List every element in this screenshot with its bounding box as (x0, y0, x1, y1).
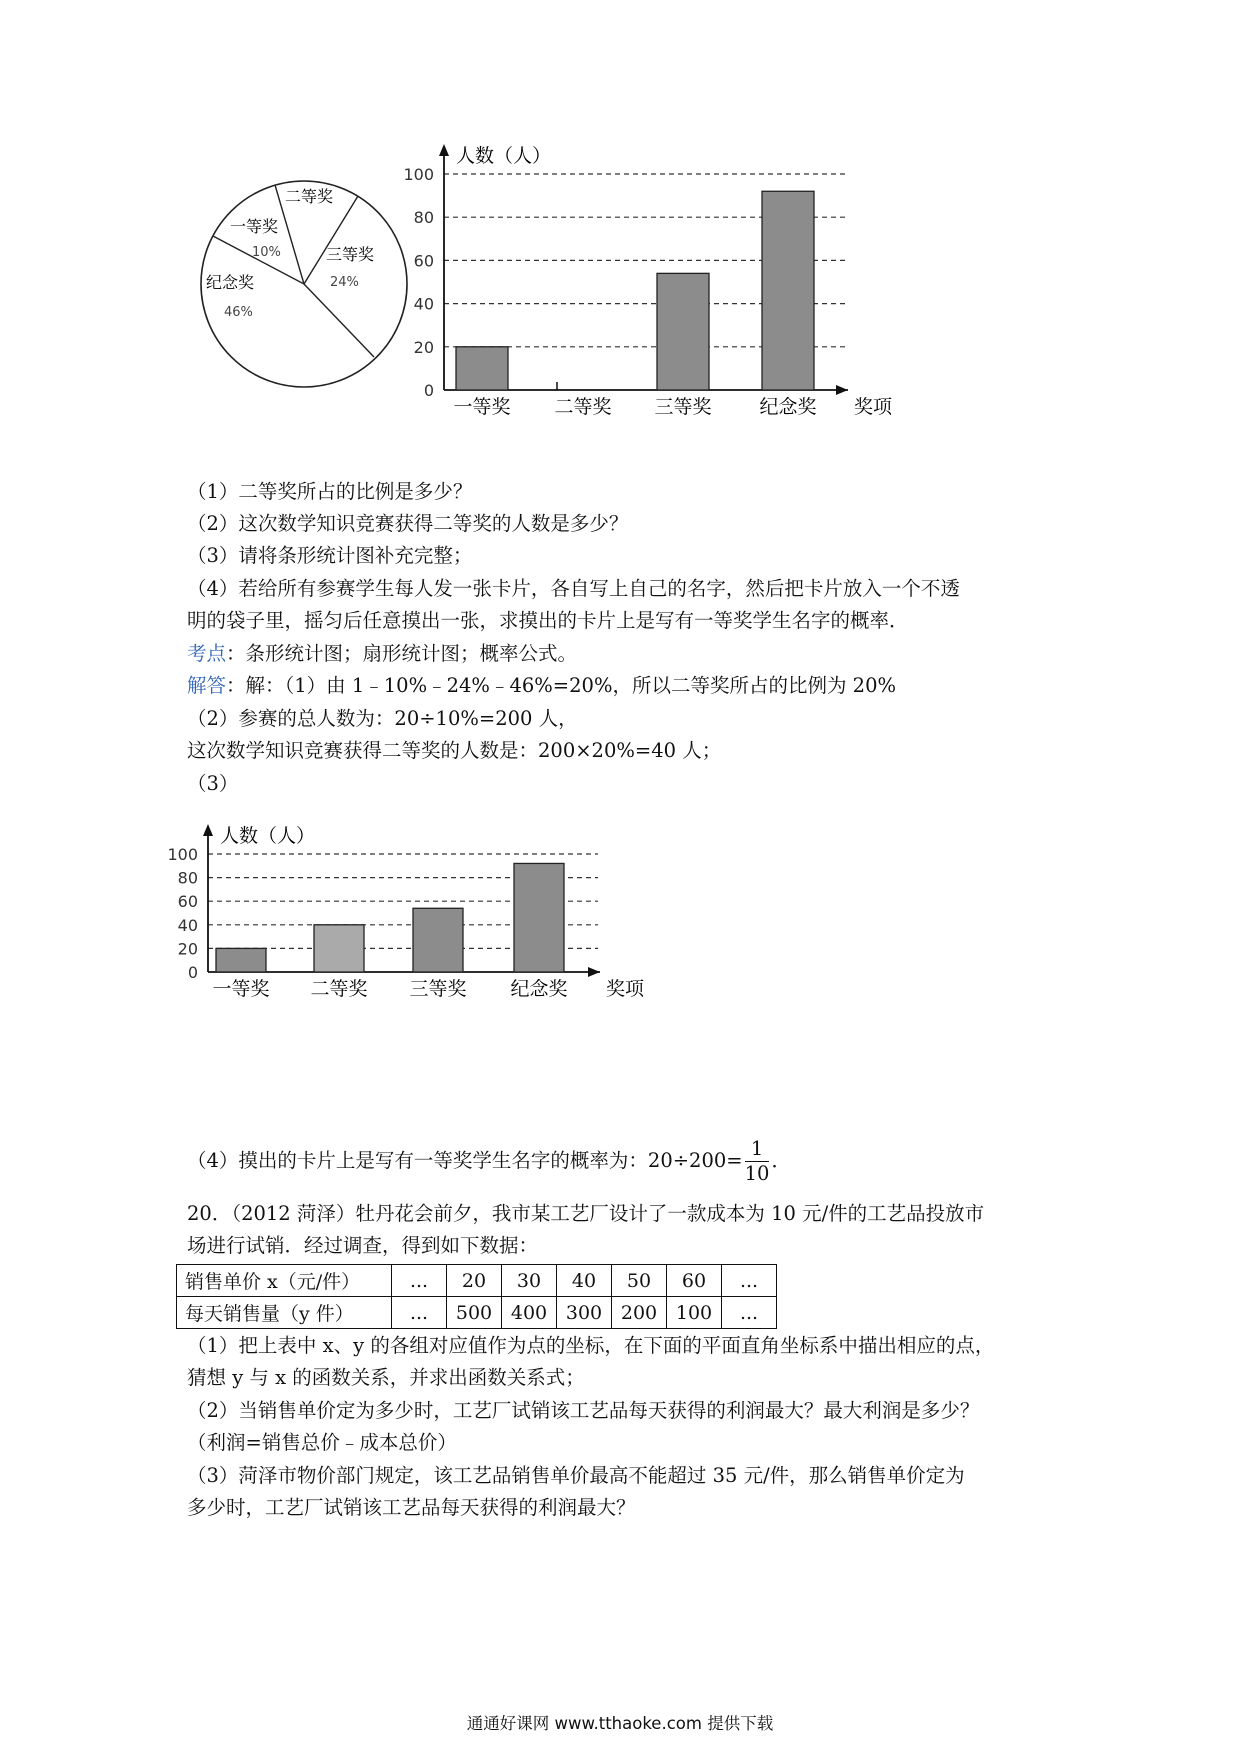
y-tick-label: 80 (177, 868, 198, 888)
problem-20-q2-line-2: （利润=销售总价﹣成本总价） (187, 1431, 457, 1454)
table-row (177, 1265, 777, 1297)
y-tick-label: 20 (413, 337, 434, 357)
y-tick-label: 0 (423, 381, 434, 400)
analysis-text: ：条形统计图；扇形统计图；概率公式。 (226, 642, 578, 665)
table-cell: 销售单价 x（元/件） (177, 1265, 392, 1297)
analysis-line (187, 640, 577, 668)
x-axis-arrow-icon (836, 385, 848, 395)
pie-label-second: 二等奖 (285, 187, 334, 206)
question-2: （2）这次数学知识竞赛获得二等奖的人数是多少？ (187, 512, 629, 535)
fraction-numerator: 1 (745, 1137, 770, 1162)
bar-chart-complete (167, 800, 700, 1130)
y-axis-label: 人数（人） (220, 825, 316, 847)
answer-line-5 (187, 1136, 791, 1186)
x-tick-label: 一等奖 (453, 396, 511, 418)
y-tick-label: 80 (413, 208, 434, 228)
question-4-line-2: 明的袋子里，摇匀后任意摸出一张，求摸出的卡片上是写有一等奖学生名字的概率． (187, 609, 909, 632)
problem-20-q1-line-2: 猜想 y 与 x 的函数关系，并求出函数关系式； (187, 1366, 585, 1389)
y-tick-label: 100 (403, 165, 434, 184)
problem-20-q1-line-1: （1）把上表中 x、y 的各组对应值作为点的坐标，在下面的平面直角坐标系中描出相应的点， (187, 1334, 995, 1357)
bar (456, 347, 508, 390)
pie-label-memorial: 纪念奖 (206, 273, 255, 292)
pie-percent-memorial: 46% (224, 305, 253, 320)
y-tick-label: 100 (167, 845, 198, 864)
table-cell: ... (392, 1265, 447, 1297)
x-tick-label: 二等奖 (310, 978, 368, 1000)
table-cell: ... (392, 1297, 447, 1329)
x-tick-label: 二等奖 (554, 396, 612, 418)
x-axis-arrow-icon (588, 967, 600, 977)
table-cell: 200 (612, 1297, 667, 1329)
y-axis-arrow-icon (203, 824, 213, 836)
answer-line-3: 这次数学知识竞赛获得二等奖的人数是：200×20%=40 人； (187, 739, 722, 762)
problem-20-line-2: 场进行试销．经过调查，得到如下数据： (187, 1234, 539, 1257)
pie-label-third: 三等奖 (326, 245, 375, 264)
table-cell: 40 (557, 1265, 612, 1297)
problem-20-q2-line-1: （2）当销售单价定为多少时，工艺厂试销该工艺品每天获得的利润最大？最大利润是多少？ (187, 1399, 980, 1422)
table-cell: ... (722, 1265, 777, 1297)
table-cell: 100 (667, 1297, 722, 1329)
table-cell: ... (722, 1297, 777, 1329)
sales-table (176, 1264, 777, 1329)
analysis-label: 考点 (187, 642, 227, 665)
answer-line-2: （2）参赛的总人数为：20÷10%=200 人， (187, 707, 578, 730)
x-tick-label: 三等奖 (409, 978, 467, 1000)
table-cell: 30 (502, 1265, 557, 1297)
y-tick-label: 20 (177, 939, 198, 959)
y-tick-label: 40 (177, 915, 198, 935)
answer-label: 解答 (187, 674, 227, 697)
x-tick-label: 纪念奖 (510, 978, 568, 1000)
bar-chart-incomplete (400, 128, 900, 480)
problem-20-q3-line-2: 多少时，工艺厂试销该工艺品每天获得的利润最大？ (187, 1496, 636, 1519)
pie-label-first: 一等奖 (230, 217, 279, 236)
y-tick-label: 0 (187, 963, 198, 982)
bar (762, 191, 814, 390)
problem-20-line-1: 20．（2012 菏泽）牡丹花会前夕，我市某工艺厂设计了一款成本为 10 元/件的工艺品投放市 (187, 1202, 985, 1225)
table-cell: 20 (447, 1265, 502, 1297)
y-tick-label: 40 (413, 294, 434, 314)
question-4-line-1: （4）若给所有参赛学生每人发一张卡片，各自写上自己的名字，然后把卡片放入一个不透 (187, 577, 960, 600)
pie-chart (180, 160, 430, 410)
table-cell: 每天销售量（y 件） (177, 1297, 392, 1329)
probability-fraction (745, 1137, 770, 1186)
x-tick-label: 纪念奖 (759, 396, 817, 418)
table-cell: 300 (557, 1297, 612, 1329)
bar (314, 925, 364, 972)
bar (657, 273, 709, 390)
y-tick-label: 60 (413, 251, 434, 271)
answer-line-4: （3） (187, 772, 239, 795)
answer-text-1: ：解：（1）由 1﹣10%﹣24%﹣46%=20%，所以二等奖所占的比例为 20% (226, 674, 897, 697)
x-tick-label: 一等奖 (212, 978, 270, 1000)
table-cell: 60 (667, 1265, 722, 1297)
answer-text-5: （4）摸出的卡片上是写有一等奖学生名字的概率为：20÷200= (187, 1149, 743, 1172)
page-footer: 通通好课网 www.tthaoke.com 提供下载 (466, 1714, 774, 1733)
fraction-denominator: 10 (744, 1162, 770, 1185)
pie-percent-first: 10% (252, 245, 281, 260)
bar (216, 948, 266, 972)
question-3: （3）请将条形统计图补充完整； (187, 544, 473, 567)
x-axis-label: 奖项 (854, 396, 893, 418)
table-cell: 400 (502, 1297, 557, 1329)
answer-line-1 (187, 672, 896, 700)
bar (413, 908, 463, 972)
bar (514, 863, 564, 972)
y-axis-arrow-icon (439, 144, 449, 156)
question-1: （1）二等奖所占的比例是多少？ (187, 480, 473, 503)
pie-percent-third: 24% (330, 275, 359, 290)
table-cell: 500 (447, 1297, 502, 1329)
y-tick-label: 60 (177, 892, 198, 912)
table-cell: 50 (612, 1265, 667, 1297)
answer-text-5-end: ． (771, 1149, 791, 1172)
problem-20-q3-line-1: （3）菏泽市物价部门规定，该工艺品销售单价最高不能超过 35 元/件，那么销售单价定为 (187, 1464, 965, 1487)
x-tick-label: 三等奖 (654, 396, 712, 418)
y-axis-label: 人数（人） (456, 145, 552, 167)
table-row (177, 1297, 777, 1329)
x-axis-label: 奖项 (606, 978, 645, 1000)
